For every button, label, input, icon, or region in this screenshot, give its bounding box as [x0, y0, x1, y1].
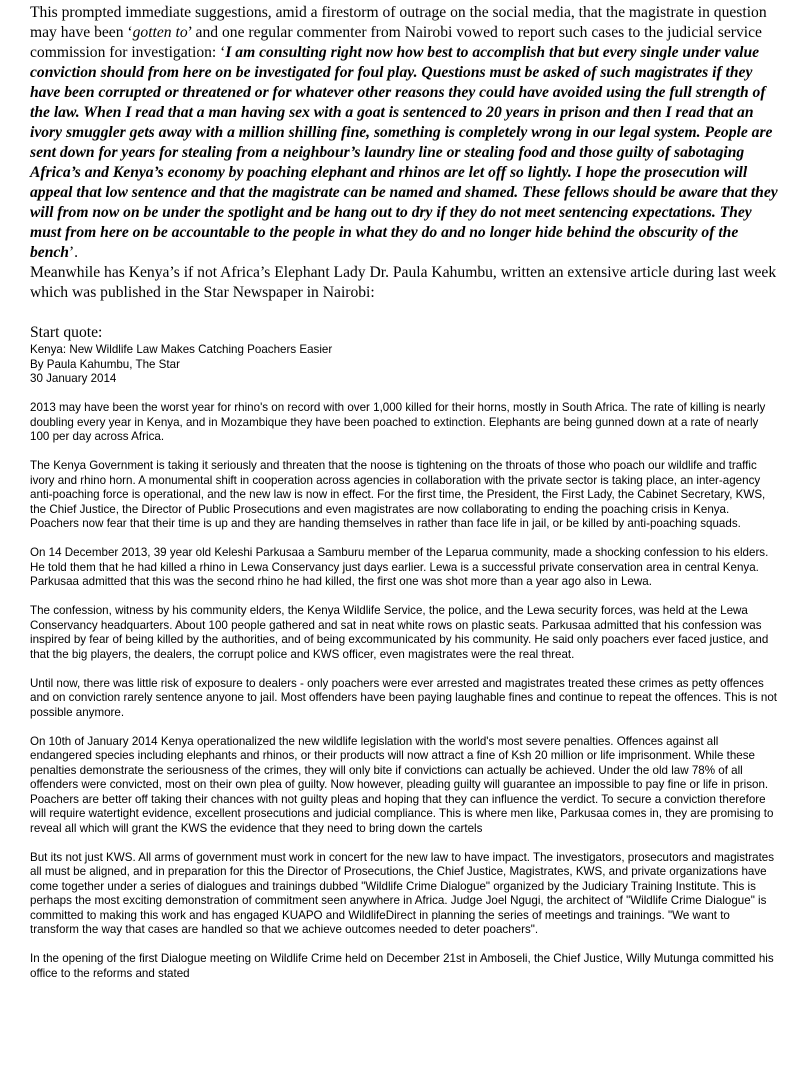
spacer [30, 445, 778, 460]
spacer [30, 662, 778, 677]
spacer [30, 938, 778, 953]
article-paragraph: The confession, witness by his community elders, the Kenya Wildlife Service, the police, and the Lewa security forces, was held at the Lewa Conservancy headquarters. About 100 people gathered and sat in neat white rows on plastic seats. Parkusaa admitted that his confession was inspired by fear of being killed by the authorities, and of being excommunicated by his community. He said only poachers ever faced justice, and that the big players, the dealers, the corrupt police and KWS officer, even magistrates were the real threat. [30, 604, 769, 661]
article-headline: Kenya: New Wildlife Law Makes Catching Poachers Easier [30, 343, 333, 356]
intro-text-b: ’ and one regular commenter from Nairobi vowed to report such cases to the judicial service commission for investigation: ‘ [30, 24, 762, 61]
spacer [30, 532, 778, 547]
article-byline: By Paula Kahumbu, The Star [30, 357, 180, 371]
commenter-quote: I am consulting right now how best to accomplish that but every single under value conviction should from here on be investigated for foul play. Questions must be asked of such magistrates if they have been corrupted or threatened or for whatever other reasons they could have avoided using the full strength of the law. When I read that a man having sex with a goat is sentenced to 20 years in prison and then I read that an ivory smuggler gets away with a million shilling fine, something is completely wrong in our legal system. People are sent down for years for stealing from a neighbour’s laundry line or stealing food and those guilty of sabotaging Africa’s and Kenya’s economy by poaching elephant and rhinos are let off so lightly. I hope the prosecution will appeal that low sentence and that the magistrate can be named and shamed. These fellows should be aware that they will from now on be under the spotlight and be hang out to dry if they do not meet sentencing expectations. They must from here on be accountable to the people in what they do and no longer hide behind the obscurity of the bench [30, 44, 778, 261]
article-paragraph: But its not just KWS. All arms of government must work in concert for the new law to have impact. The investigators, prosecutors and magistrates all must be aligned, and in preparation for this the Director of Prosecutions, the Chief Justice, Magistrates, KWS, and private organizations have come together under a series of dialogues and trainings dubbed "Wildlife Crime Dialogue" organized by the Judiciary Training Institute. This is perhaps the most exciting demonstration of commitment seen anywhere in Africa. Judge Joel Ngugi, the architect of "Wildlife Crime Dialogue" is committed to making this work and has engaged KUAPO and WildlifeDirect in planning the series of meetings and trainings. "We want to transform the way that cases are handled so that we achieve outcomes needed to deter poachers". [30, 850, 775, 936]
spacer [30, 303, 778, 323]
article-paragraph: In the opening of the first Dialogue meeting on Wildlife Crime held on December 21st in Amboseli, the Chief Justice, Willy Mutunga committed his office to the reforms and stated [30, 952, 774, 980]
spacer [30, 590, 778, 605]
spacer [30, 387, 778, 402]
article-paragraph: On 14 December 2013, 39 year old Keleshi Parkusaa a Samburu member of the Leparua community, made a shocking confession to his elders. He told them that he had killed a rhino in Lewa Conservancy just days earlier. Lewa is a successful private conservation area in central Kenya. Parkusaa admitted that this was the second rhino he had killed, the first one was shot more than a year ago also in Lewa. [30, 546, 769, 588]
spacer [30, 836, 778, 851]
article-paragraph: Until now, there was little risk of exposure to dealers - only poachers were ever arrested and magistrates treated these crimes as petty offences and on conviction rarely sentence anyone to jail. Most offenders have been paying laughable fines and continue to repeat the offences. This is not possible anymore. [30, 676, 778, 719]
article-paragraph: On 10th of January 2014 Kenya operationalized the new wildlife legislation with the world's most severe penalties. Offences against all endangered species including elephants and rhinos, or their products will now attract a fine of Ksh 20 million or life imprisonment. While these penalties demonstrate the seriousness of the crimes, they will only bite if convictions can actually be achieved. Under the old law 78% of all offenders were convicted, most on their own plea of guilty. Now however, pleading guilty will guarantee an impossible to pay fine or life in prison. Poachers are better off taking their chances with not guilty pleas and hoping that they can influence the verdict. To secure a conviction therefore will require watertight evidence, excellent prosecutions and judicial compliance. This is where men like, Parkusaa comes in, they are promising to reveal all which will grant the KWS the evidence that they need to bring down the cartels [30, 734, 774, 835]
document-page [30, 3, 778, 981]
intro-paragraph [30, 3, 778, 263]
quote-end: ’. [68, 244, 79, 261]
intro-italic-phrase: gotten to [132, 24, 188, 41]
article-paragraph: 2013 may have been the worst year for rhino's on record with over 1,000 killed for their horns, mostly in South Africa. The rate of killing is nearly doubling every year in Kenya, and in Mozambique they have been poached to extinction. Elephants are being gunned down at a rate of nearly 100 per day across Africa. [30, 401, 766, 443]
meanwhile-paragraph: Meanwhile has Kenya’s if not Africa’s Elephant Lady Dr. Paula Kahumbu, written an extensive article during last week which was published in the Star Newspaper in Nairobi: [30, 264, 777, 301]
start-quote-label: Start quote: [30, 324, 103, 341]
spacer [30, 720, 778, 735]
article-paragraph: The Kenya Government is taking it seriously and threaten that the noose is tightening on the throats of those who poach our wildlife and traffic ivory and rhino horn. A monumental shift in cooperation across agencies in collaboration with the private sector is taking place, an inter-agency anti-poaching force is operational, and the new law is now in effect. For the first time, the President, the First Lady, the Cabinet Secretary, KWS, the Chief Justice, the Director of Public Prosecutions and even magistrates are now collaborating to ending the poaching crisis in Kenya. Poachers now fear that their time is up and they are handing themselves in rather than face life in jail, or be killed by anti-poaching squads. [30, 459, 766, 530]
intro-text-a: This prompted immediate suggestions, amid a firestorm of outrage on the social media, that the magistrate in question may have been ‘ [30, 4, 767, 41]
article-date: 30 January 2014 [30, 372, 117, 385]
